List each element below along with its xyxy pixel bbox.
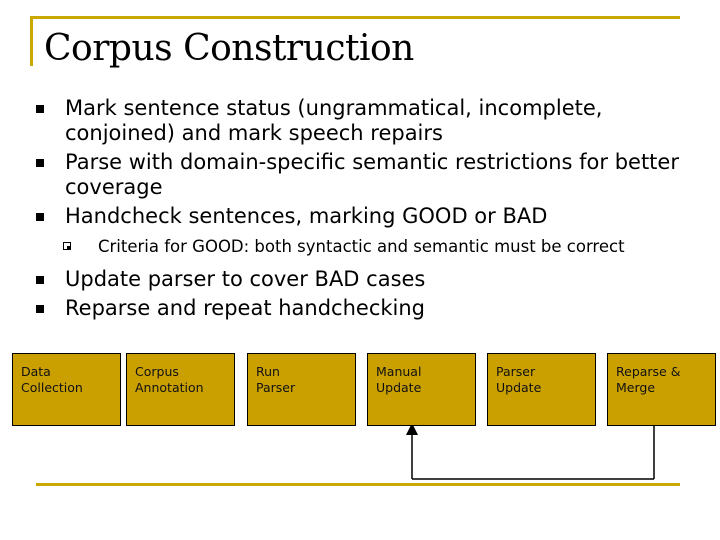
step-label-line2: Update bbox=[496, 380, 542, 395]
flow-step-run-parser bbox=[247, 353, 356, 426]
step-label-line2: Annotation bbox=[135, 380, 204, 395]
flow-step-reparse-merge bbox=[607, 353, 716, 426]
step-label-line1: Run bbox=[256, 364, 280, 379]
step-label-line1: Reparse & bbox=[616, 364, 681, 379]
step-label-line1: Corpus bbox=[135, 364, 179, 379]
flow-step-corpus-annotation bbox=[126, 353, 235, 426]
bullet-text: Handcheck sentences, marking GOOD or BAD bbox=[65, 204, 548, 228]
bullet-text: Mark sentence status (ungrammatical, incomplete, conjoined) and mark speech repairs bbox=[65, 96, 603, 145]
flow-step-manual-update bbox=[367, 353, 476, 426]
slide-title: Corpus Construction bbox=[44, 28, 414, 69]
step-label-line2: Update bbox=[376, 380, 422, 395]
flow-step-data-collection bbox=[12, 353, 121, 426]
step-label-line2: Merge bbox=[616, 380, 656, 395]
bottom-rule bbox=[36, 483, 680, 486]
bullet-text: Reparse and repeat handchecking bbox=[65, 296, 426, 320]
bullet-text: Update parser to cover BAD cases bbox=[65, 267, 426, 291]
step-label-line2: Collection bbox=[21, 380, 83, 395]
step-label-line2: Parser bbox=[256, 380, 296, 395]
bullet-text: Parse with domain-specific semantic restrictions for better coverage bbox=[65, 150, 679, 199]
step-label-line1: Parser bbox=[496, 364, 536, 379]
step-label-line1: Data bbox=[21, 364, 51, 379]
flow-step-parser-update bbox=[487, 353, 596, 426]
step-label-line1: Manual bbox=[376, 364, 422, 379]
sub-bullet-text: Criteria for GOOD: both syntactic and semantic must be correct bbox=[98, 237, 625, 256]
